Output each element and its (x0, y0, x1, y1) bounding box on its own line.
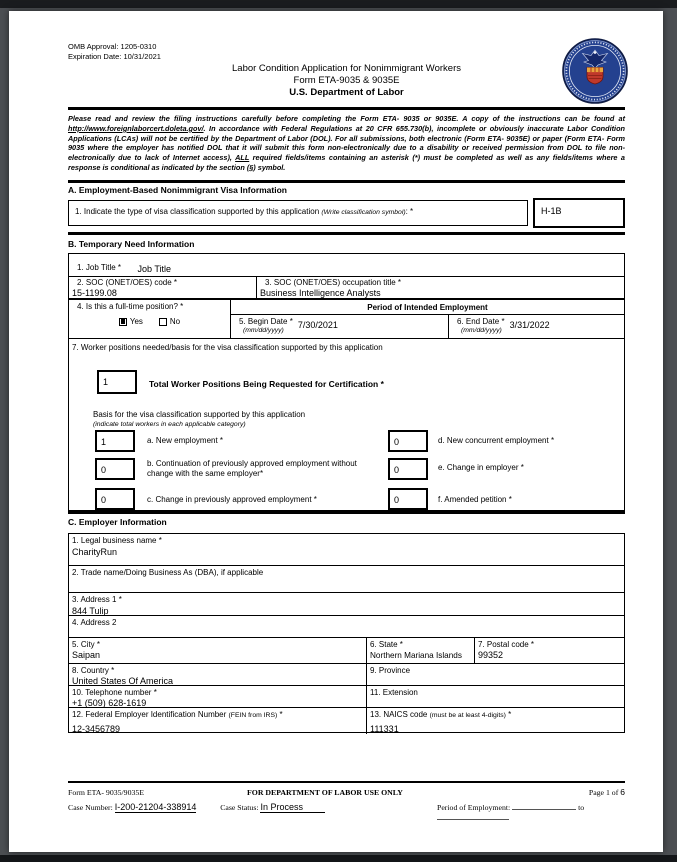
case-number-label: Case Number: (68, 803, 113, 812)
period-from-blank[interactable] (512, 802, 576, 810)
period-header: Period of Intended Employment (231, 300, 624, 315)
footer-dol-use-only: FOR DEPARTMENT OF LABOR USE ONLY (247, 788, 403, 797)
trade-name-label: 2. Trade name/Doing Business As (DBA), if applicable (72, 568, 264, 577)
fein-cell (69, 708, 367, 734)
new-employment-label: a. New employment * (147, 436, 224, 445)
naics-label-text: 13. NAICS code (370, 710, 430, 719)
omb-approval: OMB Approval: 1205-0310 (68, 42, 157, 51)
total-positions-label: Total Worker Positions Being Requested for Certification * (149, 379, 384, 389)
yes-checkbox[interactable] (119, 318, 127, 326)
form-page (9, 11, 663, 852)
extension-label: 11. Extension (370, 688, 418, 697)
divider (68, 232, 625, 235)
state-label: 6. State * (370, 640, 403, 649)
section-c-heading: C. Employer Information (68, 517, 167, 527)
begin-date-label-stack (234, 317, 293, 334)
address2-row (69, 615, 624, 637)
case-status-group (220, 802, 403, 812)
city-field[interactable]: Saipan (72, 650, 101, 660)
no-label: No (169, 317, 181, 326)
province-label: 9. Province (370, 666, 411, 675)
address1-label: 3. Address 1 * (72, 595, 122, 604)
section-a-row (68, 198, 625, 228)
continuation-label: b. Continuation of previously approved employment without change with the same employer* (147, 459, 357, 478)
new-concurrent-label: d. New concurrent employment * (438, 436, 555, 445)
naics-label-suffix: * (505, 710, 512, 719)
case-number-value: I-200-21204-338914 (114, 802, 197, 812)
continuation-field[interactable]: 0 (95, 458, 135, 480)
visa-classification-label (68, 200, 528, 226)
instructions-part2: . In accordance with Federal Regulations at 20 CFR 655.730(b), incomplete or obviously inaccurate Labor Condition Applications (LCAs) will not be certified by the Department of Labor (DOL). For all submissions, both electronic (Form ETA- 9035E) or paper (Form ETA- Form 9035 where the employer has notified DOL that it will submit this form non-electronically due to a disability or received permission from DOL to file non-electronically due to lack of Internet access), (68, 123, 625, 163)
period-dates-row (231, 315, 624, 338)
total-positions-field[interactable]: 1 (97, 370, 137, 394)
worker-positions-label: 7. Worker positions needed/basis for the visa classification supported by this application (72, 343, 383, 352)
end-date-label: 6. End Date * (457, 317, 505, 326)
country-label: 8. Country * (72, 666, 115, 675)
fulltime-period-row (69, 300, 624, 338)
fulltime-options (72, 317, 227, 326)
address1-row (69, 592, 624, 615)
trade-name-row (69, 565, 624, 592)
change-employer-field[interactable]: 0 (388, 458, 428, 480)
worker-positions-row (69, 338, 624, 513)
divider (68, 511, 625, 514)
case-status-label: Case Status: (220, 803, 259, 812)
section-b-table (68, 253, 625, 511)
amended-petition-label: f. Amended petition * (438, 495, 512, 504)
fein-field[interactable]: 12-3456789 (72, 724, 121, 734)
state-field[interactable]: Northern Mariana Islands (370, 651, 462, 660)
divider (68, 180, 625, 183)
fulltime-label: 4. Is this a full-time position? * (77, 302, 184, 311)
visa-classification-field[interactable]: H-1B (533, 198, 625, 228)
country-cell (69, 664, 367, 685)
job-title-label: 1. Job Title * (77, 263, 122, 272)
footer-row-1 (68, 787, 625, 797)
basis-note: (indicate total workers in each applicable category) (93, 421, 246, 428)
state-cell (367, 638, 475, 663)
fein-label (72, 710, 362, 721)
no-checkbox[interactable] (159, 318, 167, 326)
section-a-heading: A. Employment-Based Nonimmigrant Visa Information (68, 185, 287, 195)
form-title-line2: Form ETA-9035 & 9035E (293, 75, 400, 86)
section-c-table (68, 533, 625, 733)
telephone-extension-row (69, 685, 624, 707)
fein-naics-row (69, 707, 624, 734)
footer-row-2 (68, 802, 625, 822)
instructions-all-word: ALL (235, 153, 250, 163)
postal-code-field[interactable]: 99352 (478, 650, 504, 660)
telephone-label: 10. Telephone number * (72, 688, 157, 697)
city-state-postal-row (69, 637, 624, 663)
period-to-blank[interactable] (437, 812, 509, 820)
case-status-value: In Process (260, 802, 325, 813)
form-title-block (68, 63, 625, 99)
begin-date-label: 5. Begin Date * (239, 317, 293, 326)
soc-code-field[interactable]: 15-1199.08 (72, 288, 117, 298)
address1-field[interactable]: 844 Tulip (72, 606, 109, 616)
period-label: Period of Employment: (436, 803, 511, 812)
naics-label-note: (must be at least 4-digits) (429, 712, 506, 719)
job-title-row (69, 254, 624, 276)
fein-label-suffix: * (277, 710, 283, 719)
soc-code-cell (69, 277, 257, 298)
postal-code-cell (475, 638, 624, 663)
new-employment-field[interactable]: 1 (95, 430, 135, 452)
visa-classification-label-suffix: : * (405, 207, 414, 216)
footer-page-indicator (462, 787, 625, 797)
window-top-band (0, 0, 677, 8)
divider (68, 107, 625, 110)
amended-petition-field[interactable]: 0 (388, 488, 428, 510)
naics-field[interactable]: 111331 (370, 724, 399, 734)
page-total: 6 (620, 787, 625, 797)
end-date-label-stack (452, 317, 505, 334)
to-label: to (578, 803, 585, 812)
fein-label-text: 12. Federal Employer Identification Number (72, 710, 229, 719)
soc-row (69, 276, 624, 300)
soc-title-field[interactable]: Business Intelligence Analysts (260, 288, 381, 298)
city-label: 5. City * (72, 640, 101, 649)
instructions-part1: Please read and review the filing instructions carefully before completing the Form ETA- 9035 or 9035E. A copy of the instructions can be found at (68, 114, 625, 123)
end-date-cell (449, 315, 624, 338)
change-prev-employment-field[interactable]: 0 (95, 488, 135, 510)
soc-title-cell (257, 277, 624, 298)
instructions-part3: required fields/items containing an asterisk (*) must be completed as well as any fields/items where a response is conditional as indicated by the section (§) symbol. (68, 153, 625, 172)
legal-business-name-label: 1. Legal business name * (72, 536, 162, 545)
instructions-link[interactable]: http://www.foreignlaborcert.doleta.gov/ (68, 123, 204, 133)
omb-approval-block (68, 42, 161, 62)
end-date-format: (mm/dd/yyyy) (461, 327, 502, 334)
footer-form-id: Form ETA- 9035/9035E (68, 788, 145, 797)
legal-business-name-field[interactable]: CharityRun (72, 547, 118, 557)
fein-label-note: (FEIN from IRS) (228, 712, 278, 719)
fulltime-cell (69, 300, 231, 338)
fulltime-no-option[interactable] (159, 317, 180, 326)
city-cell (69, 638, 367, 663)
address2-label: 4. Address 2 (72, 618, 117, 627)
soc-code-label: 2. SOC (ONET/OES) code * (77, 278, 178, 287)
telephone-cell (69, 686, 367, 707)
country-field[interactable]: United States Of America (72, 676, 174, 686)
period-of-employment-group (403, 802, 625, 822)
page-prefix: Page 1 of (588, 788, 621, 797)
job-title-field[interactable]: Job Title (137, 264, 172, 274)
section-b-heading: B. Temporary Need Information (68, 239, 195, 249)
fulltime-yes-option[interactable] (119, 317, 143, 326)
end-date-field[interactable]: 3/31/2022 (509, 320, 550, 330)
basis-heading: Basis for the visa classification supported by this application (93, 410, 306, 419)
form-title-line3: U.S. Department of Labor (289, 87, 404, 98)
begin-date-cell (231, 315, 449, 338)
case-number-group (68, 802, 220, 812)
naics-cell (367, 708, 624, 734)
change-prev-employment-label: c. Change in previously approved employment * (147, 495, 317, 504)
legal-business-name-row (69, 534, 624, 565)
postal-code-label: 7. Postal code * (478, 640, 535, 649)
yes-label: Yes (129, 317, 143, 326)
window-bottom-band (0, 855, 677, 862)
change-employer-label: e. Change in employer * (438, 463, 524, 472)
dol-seal-icon (562, 38, 628, 104)
form-title-line1: Labor Condition Application for Nonimmigrant Workers (232, 63, 461, 74)
country-province-row (69, 663, 624, 685)
extension-cell (367, 686, 624, 707)
soc-title-label: 3. SOC (ONET/OES) occupation title * (265, 278, 402, 287)
begin-date-field[interactable]: 7/30/2021 (297, 320, 338, 330)
footer-divider (68, 781, 625, 783)
filing-instructions (68, 114, 625, 173)
omb-expiration: Expiration Date: 10/31/2021 (68, 52, 161, 61)
naics-label (370, 710, 620, 721)
visa-classification-label-note: (Write classification symbol) (321, 209, 406, 216)
new-concurrent-field[interactable]: 0 (388, 430, 428, 452)
visa-classification-label-text: 1. Indicate the type of visa classification supported by this application (75, 207, 322, 216)
begin-date-format: (mm/dd/yyyy) (243, 327, 284, 334)
telephone-field[interactable]: +1 (509) 628-1619 (72, 698, 147, 708)
province-cell (367, 664, 624, 685)
period-of-employment-cell (231, 300, 624, 338)
